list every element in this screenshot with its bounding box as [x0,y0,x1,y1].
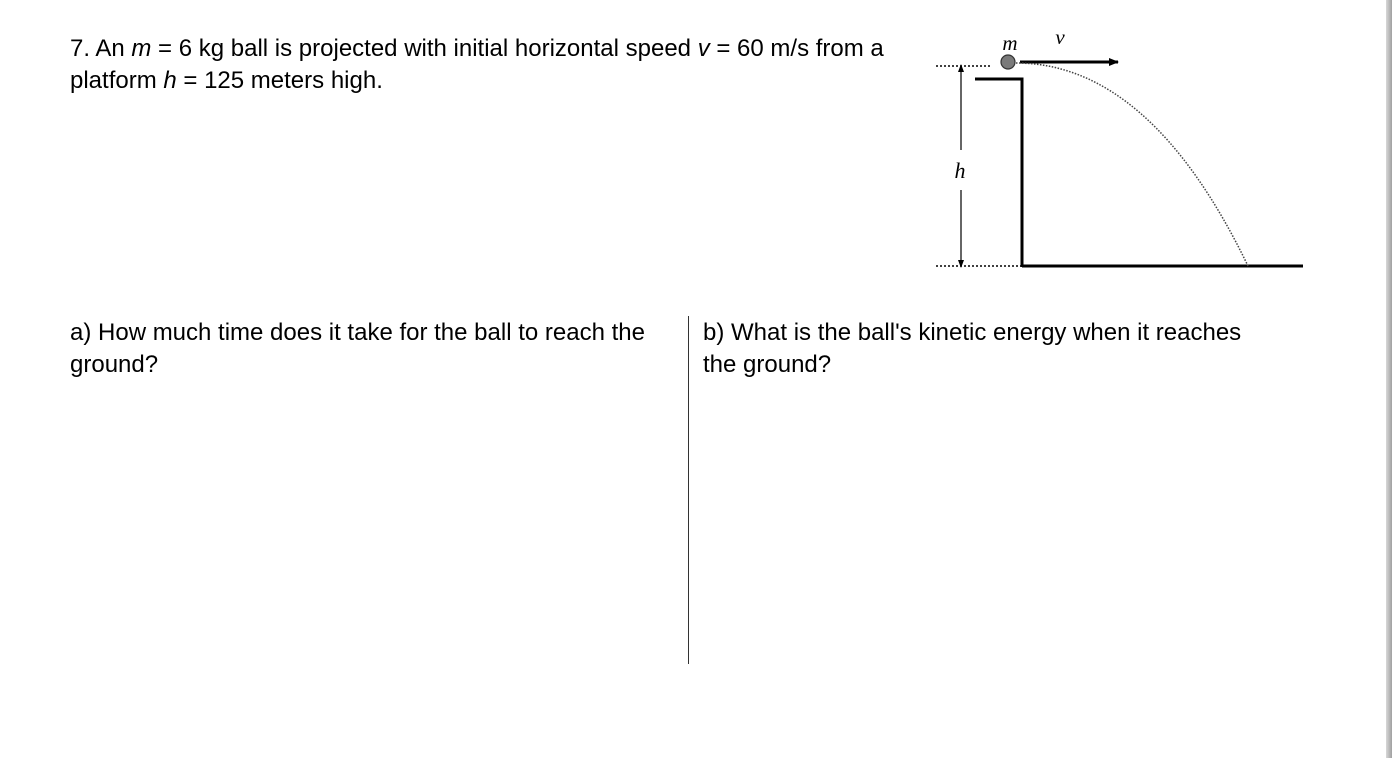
label-m: m [1002,31,1018,55]
column-divider [688,316,689,664]
problem-text-1: An [90,35,132,62]
projectile-diagram [930,25,1310,280]
trajectory-curve [1016,63,1248,266]
variable-v: v [697,35,710,62]
platform [975,79,1022,267]
ball [1001,55,1015,69]
variable-h: h [163,67,177,94]
problem-number: 7. [70,35,91,62]
problem-statement [70,33,890,97]
label-v: v [1055,25,1065,49]
problem-text-3: = 60 m/s from a platform [70,35,884,94]
problem-text-4: = 125 meters high. [176,67,383,94]
page-edge-shadow [1386,0,1392,758]
variable-m: m [131,35,152,62]
question-a: a) How much time does it take for the ball to reach the ground? [70,319,645,378]
problem-text-2: = 6 kg ball is projected with initial horizontal speed [151,35,698,62]
label-h: h [954,158,966,183]
question-b: b) What is the ball's kinetic energy when it reaches the ground? [703,319,1242,378]
